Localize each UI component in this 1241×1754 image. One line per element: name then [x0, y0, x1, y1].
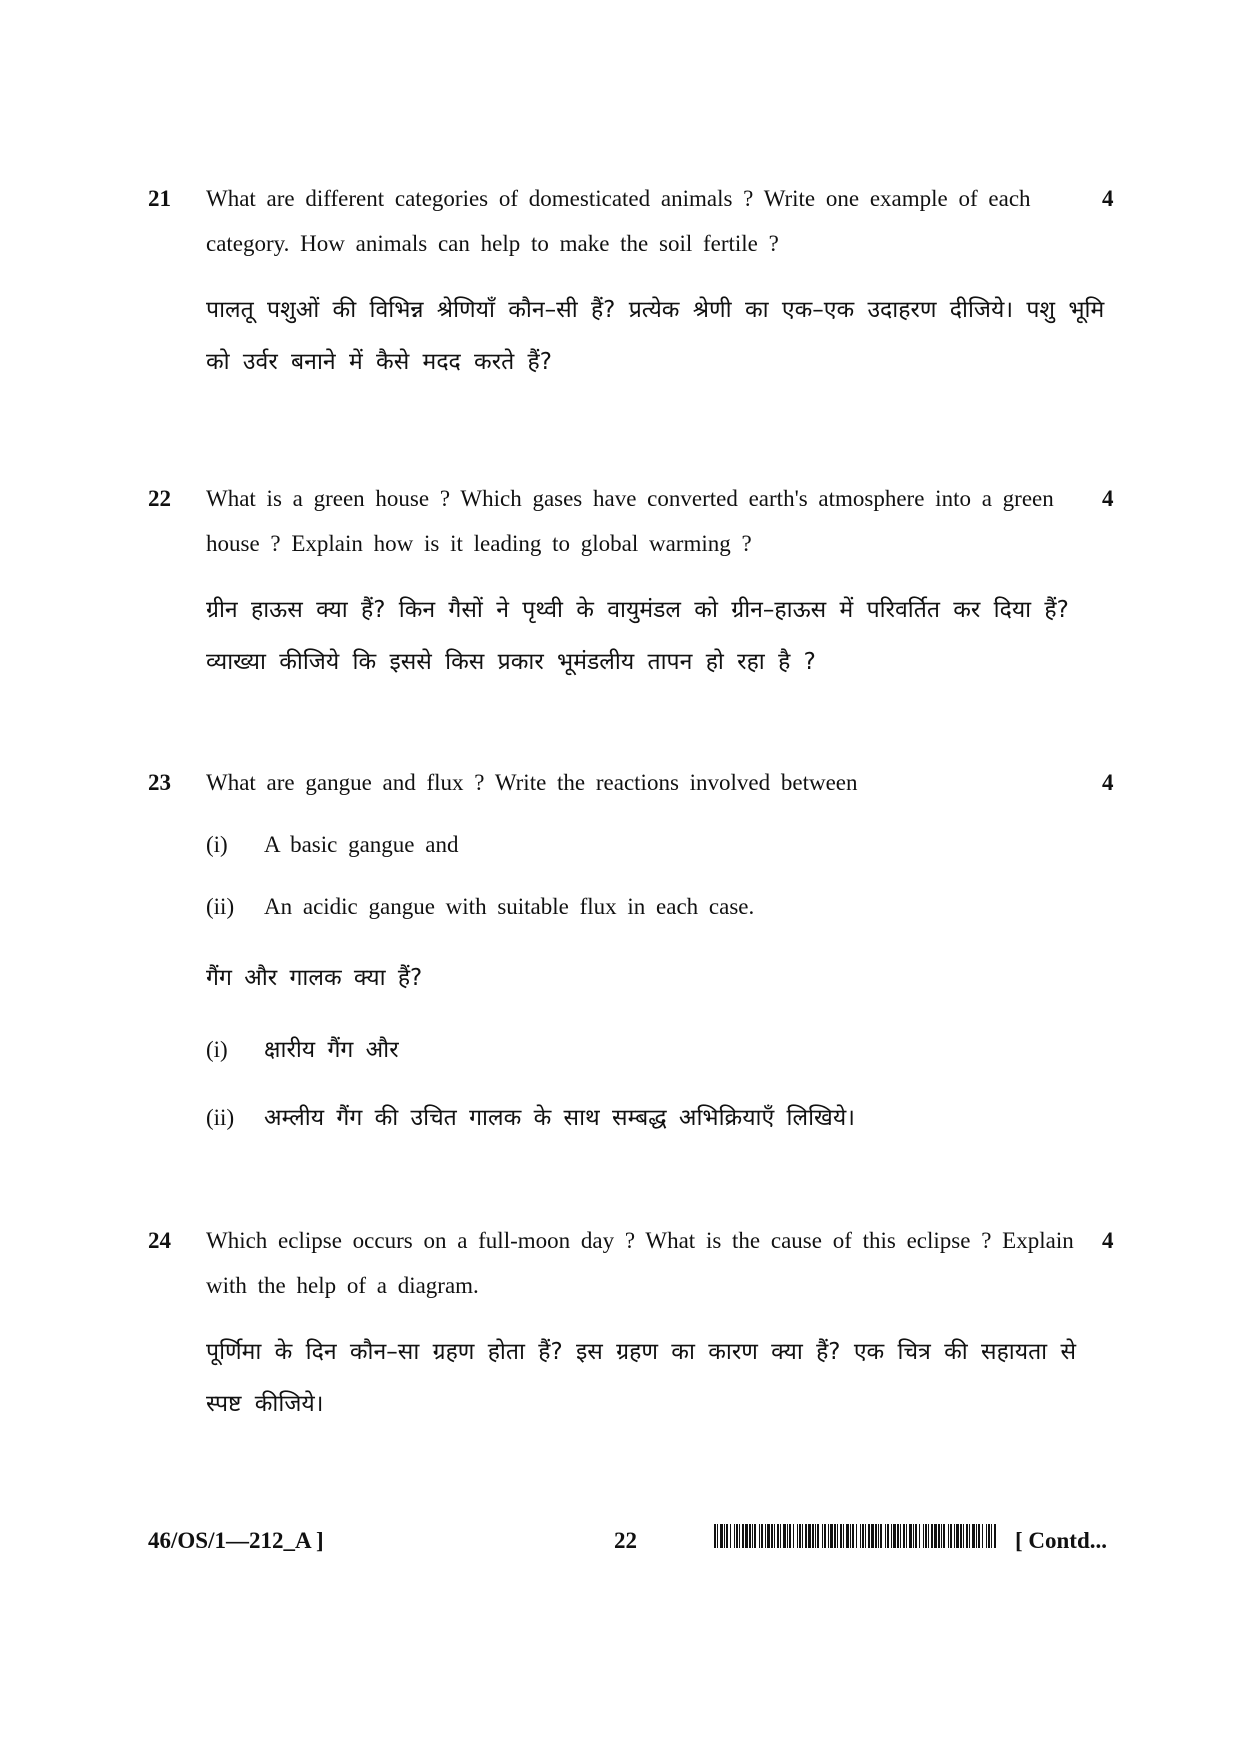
continued-label: [ Contd...	[1015, 1528, 1108, 1553]
question-text-english: What is a green house ? Which gases have converted earth's atmosphere into a green house ? Explain how is it leading to global warming ?	[206, 486, 1054, 556]
question-text-english: Which eclipse occurs on a full-moon day ? What is the cause of this eclipse ? Explain with the help of a diagram.	[206, 1228, 1074, 1298]
question-marks: 4	[1102, 770, 1114, 795]
page-number: 22	[614, 1528, 637, 1553]
question-text-hindi: पूर्णिमा के दिन कौन–सा ग्रहण होता हैं? इस ग्रहण का कारण क्या हैं? एक चित्र की सहायता से स्पष्ट कीजिये।	[206, 1339, 1077, 1417]
paper-code: 46/OS/1—212_A ]	[148, 1528, 324, 1553]
question-text-hindi: ग्रीन हाऊस क्या हैं? किन गैसों ने पृथ्वी के वायुमंडल को ग्रीन–हाऊस में परिवर्तित कर दिया हैं? व्याख्या कीजिये कि इससे किस प्रकार भूमंडलीय तापन हो रहा है ?	[206, 597, 1069, 675]
sub-part-text: A basic gangue and	[264, 832, 459, 857]
sub-part-label: (i)	[206, 1037, 228, 1062]
question-text-hindi: गैंग और गालक क्या हैं?	[206, 965, 423, 991]
question-marks: 4	[1102, 186, 1114, 211]
sub-part-label: (ii)	[206, 894, 235, 919]
question-text-hindi: पालतू पशुओं की विभिन्न श्रेणियाँ कौन–सी हैं? प्रत्येक श्रेणी का एक–एक उदाहरण दीजिये। पशु भूमि को उर्वर बनाने में कैसे मदद करते हैं?	[206, 297, 1105, 375]
question-number: 24	[148, 1228, 171, 1253]
question-number: 23	[148, 770, 171, 795]
sub-part-hindi-ii	[206, 1100, 855, 1132]
question-number: 22	[148, 486, 171, 511]
question-marks: 4	[1102, 1228, 1114, 1253]
sub-part-text: अम्लीय गैंग की उचित गालक के साथ सम्बद्ध अभिक्रियाएँ लिखिये।	[264, 1105, 855, 1131]
question-text-english: What are gangue and flux ? Write the reactions involved between	[206, 770, 858, 795]
sub-part-label: (ii)	[206, 1105, 235, 1130]
sub-part-label: (i)	[206, 832, 228, 857]
barcode	[714, 1524, 996, 1548]
sub-part-english-ii	[206, 894, 754, 920]
question-text-english: What are different categories of domesticated animals ? Write one example of each category. How animals can help to make the soil fertile ?	[206, 186, 1031, 256]
question-marks: 4	[1102, 486, 1114, 511]
sub-part-text: An acidic gangue with suitable flux in each case.	[264, 894, 755, 919]
sub-part-text: क्षारीय गैंग और	[264, 1037, 399, 1063]
sub-part-hindi-i	[206, 1032, 399, 1064]
sub-part-english-i	[206, 832, 458, 858]
question-number: 21	[148, 186, 171, 211]
